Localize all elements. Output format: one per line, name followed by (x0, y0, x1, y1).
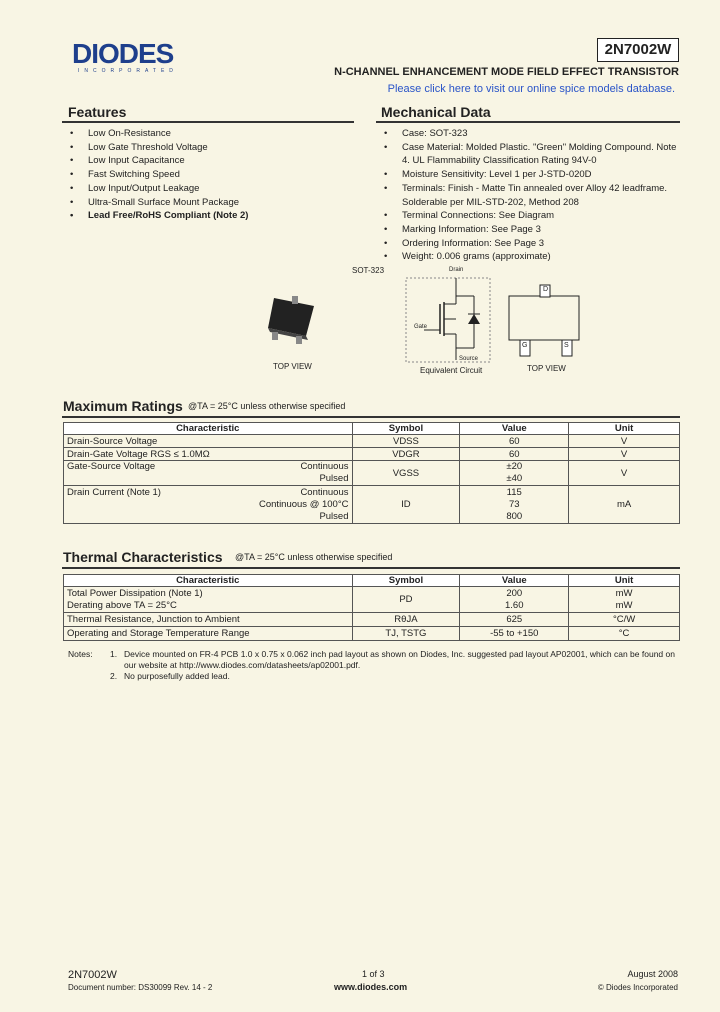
header-unit: Unit (569, 423, 680, 435)
source-label: Source (459, 356, 479, 362)
note-2 (68, 671, 683, 682)
header-unit: Unit (569, 575, 680, 587)
notes-section (68, 649, 683, 682)
table-row (64, 435, 680, 448)
cell-characteristic-main: Gate-Source Voltage (67, 461, 156, 472)
list-item: • Lead Free/RoHS Compliant (Note 2) (66, 209, 356, 223)
thermal-table (63, 574, 680, 641)
cell-symbol: VDGR (352, 448, 460, 461)
thermal-title: Thermal Characteristics (63, 549, 223, 565)
list-item: • Ordering Information: See Page 3 (380, 237, 680, 251)
cell-value (460, 587, 569, 613)
package-label: SOT-323 (352, 266, 385, 275)
spice-models-link[interactable]: Please click here to visit our online spice models database. (387, 83, 675, 95)
cell-symbol: ID (352, 486, 460, 524)
max-ratings-rule (62, 416, 680, 418)
table-header-row (64, 575, 680, 587)
cell-symbol: VDSS (352, 435, 460, 448)
cell-condition-pulsed: Pulsed (319, 510, 349, 522)
cell-condition-continuous-100c: Continuous @ 100°C (259, 498, 349, 510)
table-row (64, 587, 680, 613)
equivalent-circuit-diagram (404, 268, 494, 368)
list-item: • Case: SOT-323 (380, 127, 680, 141)
features-list (66, 127, 356, 223)
features-rule (62, 121, 354, 123)
part-number-box: 2N7002W (597, 38, 679, 62)
note-1-number: 1. (110, 649, 118, 659)
table-row (64, 613, 680, 627)
list-item: • Terminals: Finish - Matte Tin annealed over Alloy 42 leadframe. Solderable per MIL-STD-202, Method 208 (380, 182, 680, 209)
table-row (64, 627, 680, 641)
list-item: • Case Material: Molded Plastic. "Green" Molding Compound. Note 4. UL Flammability Classification Rating 94V-0 (380, 141, 680, 168)
diodes-logo: DIODES (72, 38, 174, 69)
cell-value-line1: 200 (506, 587, 523, 599)
thermal-rule (62, 567, 680, 569)
cell-condition-continuous: Continuous (300, 486, 349, 498)
cell-symbol: PD (352, 587, 460, 613)
list-item: • Ultra-Small Surface Mount Package (66, 196, 356, 210)
list-item: • Low Input Capacitance (66, 154, 356, 168)
mechanical-list (380, 127, 680, 264)
cell-characteristic (64, 486, 353, 524)
max-ratings-conditions: @TA = 25°C unless otherwise specified (188, 401, 346, 411)
notes-label: Notes: (68, 649, 93, 659)
cell-unit (569, 587, 680, 613)
list-item: • Moisture Sensitivity: Level 1 per J-STD-020D (380, 168, 680, 182)
note-2-number: 2. (110, 671, 118, 681)
cell-value: 60 (460, 435, 569, 448)
cell-value: 625 (460, 613, 569, 627)
equivalent-circuit-label: Equivalent Circuit (420, 366, 483, 375)
cell-characteristic-line2: Derating above TA = 25°C (67, 599, 177, 611)
list-item: • Weight: 0.006 grams (approximate) (380, 250, 680, 264)
cell-characteristic: Drain-Source Voltage (64, 435, 353, 448)
list-item: • Marking Information: See Page 3 (380, 223, 680, 237)
max-ratings-title: Maximum Ratings (63, 398, 183, 414)
cell-unit: V (569, 435, 680, 448)
logo-subtext: INCORPORATED (78, 68, 178, 74)
cell-condition-continuous: Continuous (300, 461, 349, 472)
document-subtitle: N-CHANNEL ENHANCEMENT MODE FIELD EFFECT TRANSISTOR (334, 66, 679, 78)
cell-unit: V (569, 448, 680, 461)
list-item: • Low Input/Output Leakage (66, 182, 356, 196)
header-characteristic: Characteristic (64, 423, 353, 435)
header-value: Value (460, 575, 569, 587)
note-1 (68, 649, 683, 671)
cell-unit: °C (569, 627, 680, 641)
cell-characteristic: Operating and Storage Temperature Range (64, 627, 353, 641)
header-symbol: Symbol (352, 575, 460, 587)
cell-characteristic-line1: Total Power Dissipation (Note 1) (67, 587, 203, 599)
footer-website-link[interactable]: www.diodes.com (334, 982, 408, 992)
cell-unit-line2: mW (615, 599, 633, 611)
table-row (64, 461, 680, 486)
top-view-label: TOP VIEW (273, 362, 312, 371)
cell-characteristic-main: Drain Current (Note 1) (67, 486, 161, 498)
cell-value: -55 to +150 (460, 627, 569, 641)
cell-unit: mA (569, 486, 680, 524)
cell-value (460, 486, 569, 524)
cell-characteristic (64, 461, 353, 486)
header-characteristic: Characteristic (64, 575, 353, 587)
cell-unit: °C/W (569, 613, 680, 627)
cell-value-pulsed: ±40 (506, 473, 523, 484)
drain-label: Drain (449, 267, 464, 273)
sot323-package-image (262, 290, 324, 348)
header-value: Value (460, 423, 569, 435)
pin-s-label: S (564, 342, 569, 349)
list-item: • Terminal Connections: See Diagram (380, 209, 680, 223)
top-view-label-2: TOP VIEW (527, 364, 566, 373)
list-item: • Low On-Resistance (66, 127, 356, 141)
cell-characteristic: Thermal Resistance, Junction to Ambient (64, 613, 353, 627)
gate-label: Gate (414, 324, 428, 330)
features-title: Features (68, 104, 127, 120)
cell-value-continuous: 115 (506, 486, 522, 498)
cell-value-continuous-100c: 73 (508, 498, 520, 510)
table-header-row (64, 423, 680, 435)
cell-unit: V (569, 461, 680, 486)
cell-characteristic (64, 587, 353, 613)
footer-part-number: 2N7002W (68, 969, 117, 981)
footer-document-number: Document number: DS30099 Rev. 14 - 2 (68, 983, 213, 992)
pinout-top-view-diagram (508, 284, 580, 364)
cell-symbol: RθJA (352, 613, 460, 627)
header-symbol: Symbol (352, 423, 460, 435)
mechanical-title: Mechanical Data (381, 104, 491, 120)
cell-value-continuous: ±20 (506, 461, 523, 472)
thermal-conditions: @TA = 25°C unless otherwise specified (235, 552, 393, 562)
list-item: • Fast Switching Speed (66, 168, 356, 182)
cell-value: 60 (460, 448, 569, 461)
cell-value-line2: 1.60 (505, 599, 524, 611)
note-1-text: Device mounted on FR-4 PCB 1.0 x 0.75 x 0.062 inch pad layout as shown on Diodes, Inc. suggested pad layout AP02001, which can be found on our website at http://www.diodes.com/datasheets/ap02001.pdf. (124, 649, 675, 670)
pin-g-label: G (522, 342, 528, 349)
table-row (64, 486, 680, 524)
cell-symbol: TJ, TSTG (352, 627, 460, 641)
footer-date: August 2008 (627, 969, 678, 979)
max-ratings-table (63, 422, 680, 524)
footer-page-number: 1 of 3 (362, 969, 385, 979)
cell-symbol: VGSS (352, 461, 460, 486)
cell-value-pulsed: 800 (506, 510, 523, 522)
table-row (64, 448, 680, 461)
cell-value (460, 461, 569, 486)
mechanical-rule (376, 121, 680, 123)
footer-copyright: © Diodes Incorporated (597, 983, 678, 992)
note-2-text: No purposefully added lead. (124, 671, 230, 681)
cell-condition-pulsed: Pulsed (319, 473, 349, 484)
cell-unit-line1: mW (615, 587, 633, 599)
cell-characteristic: Drain-Gate Voltage RGS ≤ 1.0MΩ (64, 448, 353, 461)
list-item: • Low Gate Threshold Voltage (66, 141, 356, 155)
pin-d-label: D (543, 286, 549, 293)
